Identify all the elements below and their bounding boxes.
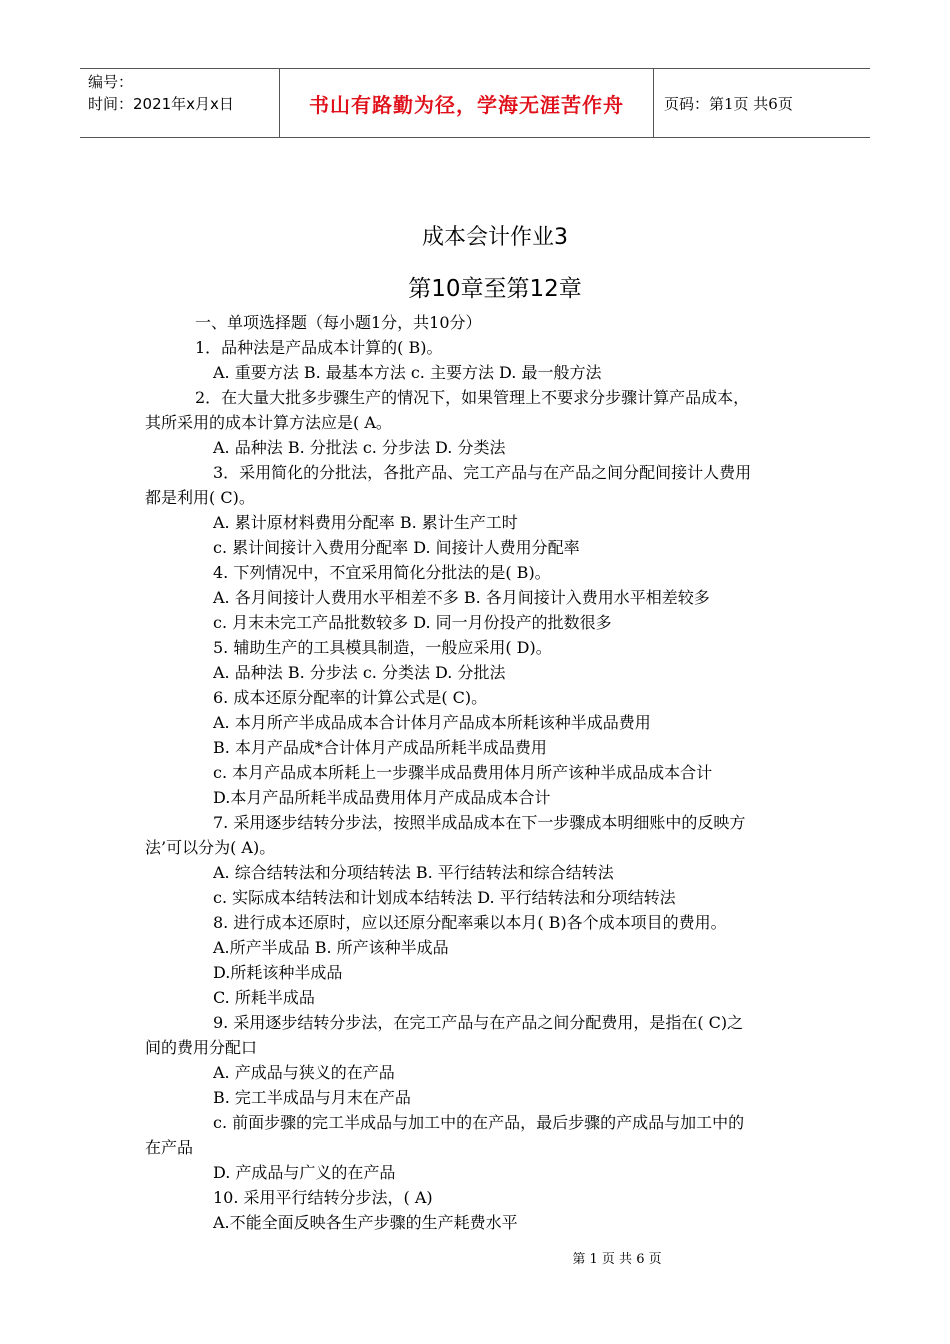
text-line: c. 前面步骤的完工半成品与加工中的在产品，最后步骤的产成品与加工中的 <box>213 1113 745 1132</box>
text-line: A. 各月间接计人费用水平相差不多 B. 各月间接计入费用水平相差较多 <box>213 588 710 607</box>
text-line: C. 所耗半成品 <box>213 988 315 1007</box>
text-line: D. 产成品与广义的在产品 <box>213 1163 396 1182</box>
text-line: 6. 成本还原分配率的计算公式是( C)。 <box>213 688 488 707</box>
text-line: 都是利用( C)。 <box>145 488 255 507</box>
text-line: D.本月产品所耗半成品费用体月产成品成本合计 <box>213 788 551 807</box>
text-line: c. 累计间接计入费用分配率 D. 间接计人费用分配率 <box>213 538 580 557</box>
text-line: 2．在大量大批多步骤生产的情况下，如果管理上不要求分步骤计算产品成本， <box>195 388 750 407</box>
text-line: B. 本月产品成*合计体月产成品所耗半成品费用 <box>213 738 547 757</box>
text-line: D.所耗该种半成品 <box>213 963 343 982</box>
page-footer: 第 1 页 共 6 页 <box>572 1252 662 1267</box>
text-line: A. 重要方法 B. 最基本方法 c. 主要方法 D. 最一般方法 <box>213 363 602 382</box>
header-page-info: 页码：第1页 共6页 <box>664 94 793 113</box>
header-date: 时间：2021年x月x日 <box>88 95 234 113</box>
text-line: 5. 辅助生产的工具模具制造，一般应采用( D)。 <box>213 638 552 657</box>
document-subtitle: 第10章至第12章 <box>408 276 582 302</box>
text-line: A. 产成品与狭义的在产品 <box>213 1063 395 1082</box>
header-number: 编号： <box>88 73 134 91</box>
text-line: 间的费用分配口 <box>145 1038 258 1057</box>
text-line: 4. 下列情况中，不宜采用简化分批法的是( B)。 <box>213 563 551 582</box>
text-line: A. 综合结转法和分项结转法 B. 平行结转法和综合结转法 <box>213 863 614 882</box>
text-line: 一、单项选择题（每小题1分，共10分） <box>195 313 482 332</box>
text-line: 其所采用的成本计算方法应是( A。 <box>145 413 392 432</box>
text-line: 10. 采用平行结转分步法，( A) <box>213 1188 433 1207</box>
text-line: 7. 采用逐步结转分步法，按照半成品成本在下一步骤成本明细账中的反映方 <box>213 813 746 832</box>
header-motto: 书山有路勤为径，学海无涯苦作舟 <box>309 92 624 117</box>
text-line: A. 累计原材料费用分配率 B. 累计生产工时 <box>213 513 518 532</box>
page-header <box>80 68 870 138</box>
document-title: 成本会计作业3 <box>422 225 568 250</box>
text-line: A. 本月所产半成品成本合计体月产品成本所耗该种半成品费用 <box>213 713 651 732</box>
text-line: c. 本月产品成本所耗上一步骤半成品费用体月所产该种半成品成本合计 <box>213 763 713 782</box>
text-line: 在产品 <box>145 1138 194 1157</box>
text-line: 8. 进行成本还原时，应以还原分配率乘以本月( B)各个成本项目的费用。 <box>213 913 727 932</box>
header-motto-cell <box>280 69 654 137</box>
text-line: A. 品种法 B. 分步法 c. 分类法 D. 分批法 <box>213 663 506 682</box>
text-line: A.不能全面反映各生产步骤的生产耗费水平 <box>213 1213 518 1232</box>
header-meta <box>80 69 280 137</box>
text-line: 法’可以分为( A)。 <box>145 838 276 857</box>
document-body <box>145 310 815 1235</box>
text-line: 1．品种法是产品成本计算的( B)。 <box>195 338 443 357</box>
text-line: A.所产半成品 B. 所产该种半成品 <box>213 938 449 957</box>
text-line: c. 月末未完工产品批数较多 D. 同一月份投产的批数很多 <box>213 613 612 632</box>
text-line: 3．采用简化的分批法，各批产品、完工产品与在产品之间分配间接计人费用 <box>213 463 752 482</box>
text-line: B. 完工半成品与月末在产品 <box>213 1088 411 1107</box>
text-line: 9. 采用逐步结转分步法，在完工产品与在产品之间分配费用，是指在( C)之 <box>213 1013 744 1032</box>
text-line: A. 品种法 B. 分批法 c. 分步法 D. 分类法 <box>213 438 506 457</box>
text-line: c. 实际成本结转法和计划成本结转法 D. 平行结转法和分项结转法 <box>213 888 676 907</box>
